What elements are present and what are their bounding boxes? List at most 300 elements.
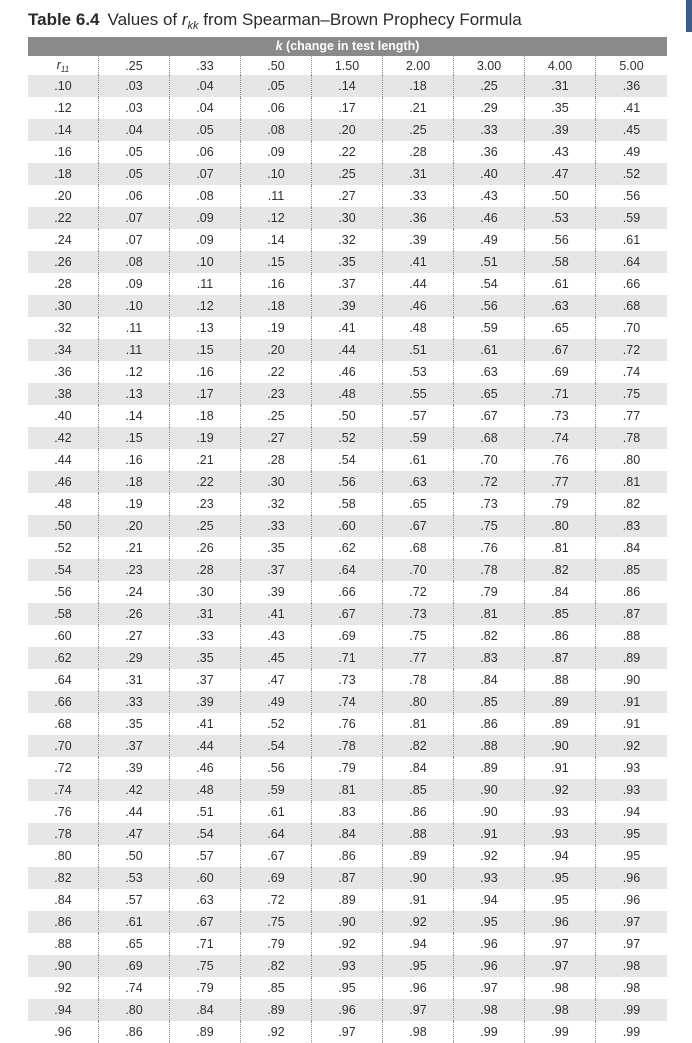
table-cell: .37 xyxy=(170,669,241,691)
column-header: .50 xyxy=(241,56,312,75)
table-cell: .71 xyxy=(170,933,241,955)
table-cell: .65 xyxy=(99,933,170,955)
table-row xyxy=(28,999,667,1021)
table-cell: .90 xyxy=(312,911,383,933)
table-cell: .15 xyxy=(241,251,312,273)
table-cell: .93 xyxy=(312,955,383,977)
table-cell: .03 xyxy=(99,97,170,119)
table-cell: .69 xyxy=(241,867,312,889)
table-cell: .75 xyxy=(383,625,454,647)
table-cell: .91 xyxy=(622,717,641,731)
table-cell: .69 xyxy=(525,361,596,383)
row-header-cell: .12 xyxy=(28,97,99,119)
row-header-cell: .68 xyxy=(28,713,99,735)
table-cell: .77 xyxy=(622,409,641,423)
table-cell: .81 xyxy=(312,779,383,801)
row-header-cell: .42 xyxy=(28,427,99,449)
row-header-cell: .56 xyxy=(28,581,99,603)
table-cell: .30 xyxy=(241,471,312,493)
row-header-cell: .78 xyxy=(28,823,99,845)
first-column-symbol: r xyxy=(56,57,61,72)
table-row xyxy=(28,603,667,625)
table-cell: .52 xyxy=(312,427,383,449)
table-cell: .90 xyxy=(383,867,454,889)
table-cell: .78 xyxy=(383,669,454,691)
table-cell: .59 xyxy=(241,779,312,801)
table-cell: .97 xyxy=(312,1021,383,1043)
table-cell: .42 xyxy=(99,779,170,801)
table-caption xyxy=(28,8,522,32)
table-cell: .35 xyxy=(99,713,170,735)
table-cell: .69 xyxy=(312,625,383,647)
table-cell: .11 xyxy=(170,273,241,295)
table-cell: .20 xyxy=(99,515,170,537)
table-cell: .21 xyxy=(170,449,241,471)
table-cell: .54 xyxy=(312,449,383,471)
table-cell: .94 xyxy=(622,805,641,819)
table-row xyxy=(28,361,667,383)
column-header: .33 xyxy=(170,56,241,75)
table-cell: .60 xyxy=(170,867,241,889)
table-cell: .50 xyxy=(312,405,383,427)
table-cell: .62 xyxy=(312,537,383,559)
table-cell: .87 xyxy=(622,607,641,621)
table-cell: .67 xyxy=(312,603,383,625)
table-cell: .57 xyxy=(383,405,454,427)
table-cell: .13 xyxy=(99,383,170,405)
table-cell: .92 xyxy=(312,933,383,955)
table-cell: .50 xyxy=(525,185,596,207)
table-cell: .96 xyxy=(622,871,641,885)
table-cell: .51 xyxy=(170,801,241,823)
table-row xyxy=(28,801,667,823)
table-cell: .86 xyxy=(622,585,641,599)
table-cell: .20 xyxy=(312,119,383,141)
table-cell: .44 xyxy=(99,801,170,823)
table-cell: .81 xyxy=(454,603,525,625)
table-cell: .61 xyxy=(454,339,525,361)
table-cell: .80 xyxy=(622,453,641,467)
table-cell: .06 xyxy=(99,185,170,207)
table-cell: .45 xyxy=(622,123,641,137)
table-cell: .87 xyxy=(525,647,596,669)
table-cell: .93 xyxy=(525,823,596,845)
table-cell: .68 xyxy=(454,427,525,449)
table-cell: .18 xyxy=(99,471,170,493)
table-cell: .29 xyxy=(99,647,170,669)
table-cell: .56 xyxy=(525,229,596,251)
table-cell: .83 xyxy=(454,647,525,669)
table-cell: .93 xyxy=(454,867,525,889)
table-cell: .12 xyxy=(99,361,170,383)
table-cell: .72 xyxy=(454,471,525,493)
table-cell: .95 xyxy=(312,977,383,999)
table-cell: .87 xyxy=(312,867,383,889)
column-header: 4.00 xyxy=(525,56,596,75)
table-row xyxy=(28,647,667,669)
table-cell: .39 xyxy=(525,119,596,141)
table-cell: .52 xyxy=(241,713,312,735)
table-cell: .98 xyxy=(525,977,596,999)
table-cell: .85 xyxy=(383,779,454,801)
row-header-cell: .64 xyxy=(28,669,99,691)
table-cell: .94 xyxy=(454,889,525,911)
table-cell: .91 xyxy=(383,889,454,911)
table-cell: .64 xyxy=(622,255,641,269)
table-cell: .54 xyxy=(454,273,525,295)
table-cell: .76 xyxy=(525,449,596,471)
table-cell: .61 xyxy=(241,801,312,823)
table-row xyxy=(28,845,667,867)
band-note: (change in test length) xyxy=(286,39,420,53)
table-cell: .11 xyxy=(99,317,170,339)
table-cell: .59 xyxy=(454,317,525,339)
table-cell: .49 xyxy=(454,229,525,251)
table-cell: .84 xyxy=(525,581,596,603)
table-cell: .98 xyxy=(622,959,641,973)
row-header-cell: .32 xyxy=(28,317,99,339)
table-cell: .03 xyxy=(99,75,170,97)
table-cell: .06 xyxy=(170,141,241,163)
table-cell: .33 xyxy=(383,185,454,207)
row-header-cell: .86 xyxy=(28,911,99,933)
first-column-header xyxy=(28,56,99,75)
table-cell: .65 xyxy=(525,317,596,339)
table-cell: .75 xyxy=(622,387,641,401)
table-cell: .82 xyxy=(241,955,312,977)
table-cell: .10 xyxy=(99,295,170,317)
table-cell: .92 xyxy=(525,779,596,801)
table-cell: .23 xyxy=(99,559,170,581)
row-header-cell: .52 xyxy=(28,537,99,559)
table-cell: .82 xyxy=(454,625,525,647)
table-cell: .68 xyxy=(383,537,454,559)
table-cell: .98 xyxy=(383,1021,454,1043)
table-cell: .54 xyxy=(170,823,241,845)
table-cell: .37 xyxy=(99,735,170,757)
row-header-cell: .24 xyxy=(28,229,99,251)
table-cell: .41 xyxy=(170,713,241,735)
row-header-cell: .26 xyxy=(28,251,99,273)
table-cell: .83 xyxy=(312,801,383,823)
column-header: 5.00 xyxy=(619,58,644,73)
table-cell: .77 xyxy=(525,471,596,493)
table-cell: .79 xyxy=(170,977,241,999)
table-cell: .96 xyxy=(312,999,383,1021)
table-cell: .35 xyxy=(312,251,383,273)
table-cell: .08 xyxy=(170,185,241,207)
table-cell: .28 xyxy=(383,141,454,163)
table-row xyxy=(28,669,667,691)
table-cell: .97 xyxy=(622,937,641,951)
table-cell: .83 xyxy=(622,519,641,533)
row-header-cell: .48 xyxy=(28,493,99,515)
table-row xyxy=(28,75,667,97)
table-cell: .90 xyxy=(454,801,525,823)
row-header-cell: .70 xyxy=(28,735,99,757)
table-cell: .39 xyxy=(383,229,454,251)
table-cell: .67 xyxy=(525,339,596,361)
table-cell: .49 xyxy=(622,145,641,159)
table-cell: .68 xyxy=(622,299,641,313)
table-cell: .69 xyxy=(99,955,170,977)
table-cell: .92 xyxy=(241,1021,312,1043)
table-cell: .67 xyxy=(383,515,454,537)
table-cell: .73 xyxy=(525,405,596,427)
table-row xyxy=(28,471,667,493)
table-row xyxy=(28,207,667,229)
table-cell: .79 xyxy=(454,581,525,603)
table-cell: .75 xyxy=(454,515,525,537)
table-cell: .48 xyxy=(170,779,241,801)
table-row xyxy=(28,933,667,955)
row-header-cell: .72 xyxy=(28,757,99,779)
table-cell: .89 xyxy=(525,713,596,735)
row-header-cell: .22 xyxy=(28,207,99,229)
table-cell: .85 xyxy=(525,603,596,625)
table-row xyxy=(28,955,667,977)
table-row xyxy=(28,713,667,735)
table-cell: .40 xyxy=(454,163,525,185)
table-row xyxy=(28,735,667,757)
table-cell: .05 xyxy=(241,75,312,97)
table-cell: .95 xyxy=(454,911,525,933)
table-cell: .50 xyxy=(99,845,170,867)
table-cell: .73 xyxy=(312,669,383,691)
row-header-cell: .18 xyxy=(28,163,99,185)
table-cell: .66 xyxy=(312,581,383,603)
table-cell: .09 xyxy=(241,141,312,163)
table-cell: .36 xyxy=(383,207,454,229)
band-k-symbol: k xyxy=(275,39,283,53)
table-cell: .97 xyxy=(622,915,641,929)
table-cell: .61 xyxy=(525,273,596,295)
table-cell: .91 xyxy=(622,695,641,709)
table-cell: .45 xyxy=(241,647,312,669)
table-row xyxy=(28,317,667,339)
table-cell: .99 xyxy=(454,1021,525,1043)
row-header-cell: .90 xyxy=(28,955,99,977)
table-cell: .56 xyxy=(241,757,312,779)
table-cell: .97 xyxy=(525,933,596,955)
table-cell: .81 xyxy=(383,713,454,735)
table-cell: .33 xyxy=(99,691,170,713)
table-cell: .58 xyxy=(312,493,383,515)
table-cell: .33 xyxy=(170,625,241,647)
table-cell: .44 xyxy=(312,339,383,361)
table-cell: .96 xyxy=(383,977,454,999)
table-cell: .08 xyxy=(99,251,170,273)
table-cell: .97 xyxy=(383,999,454,1021)
table-cell: .52 xyxy=(622,167,641,181)
row-header-cell: .50 xyxy=(28,515,99,537)
table-cell: .59 xyxy=(622,211,641,225)
table-cell: .95 xyxy=(525,889,596,911)
row-header-cell: .82 xyxy=(28,867,99,889)
table-cell: .80 xyxy=(383,691,454,713)
row-header-cell: .74 xyxy=(28,779,99,801)
table-cell: .97 xyxy=(525,955,596,977)
table-cell: .26 xyxy=(99,603,170,625)
table-cell: .88 xyxy=(622,629,641,643)
caption-symbol: $r_{kk}$ xyxy=(181,10,199,32)
table-cell: .43 xyxy=(241,625,312,647)
table-cell: .72 xyxy=(383,581,454,603)
table-cell: .04 xyxy=(99,119,170,141)
table-cell: .22 xyxy=(241,361,312,383)
row-header-cell: .46 xyxy=(28,471,99,493)
table-row xyxy=(28,911,667,933)
table-cell: .95 xyxy=(622,827,641,841)
table-cell: .86 xyxy=(312,845,383,867)
table-cell: .71 xyxy=(525,383,596,405)
table-cell: .93 xyxy=(622,783,641,797)
table-cell: .31 xyxy=(383,163,454,185)
table-cell: .31 xyxy=(99,669,170,691)
table-cell: .47 xyxy=(525,163,596,185)
row-header-cell: .94 xyxy=(28,999,99,1021)
table-cell: .64 xyxy=(312,559,383,581)
table-cell: .07 xyxy=(170,163,241,185)
row-header-cell: .20 xyxy=(28,185,99,207)
table-row xyxy=(28,779,667,801)
table-cell: .89 xyxy=(525,691,596,713)
table-cell: .96 xyxy=(454,933,525,955)
table-cell: .85 xyxy=(241,977,312,999)
spearman-brown-table xyxy=(28,37,667,1043)
table-cell: .90 xyxy=(525,735,596,757)
row-header-cell: .44 xyxy=(28,449,99,471)
table-cell: .27 xyxy=(99,625,170,647)
table-cell: .84 xyxy=(170,999,241,1021)
table-cell: .20 xyxy=(241,339,312,361)
row-header-cell: .96 xyxy=(28,1021,99,1043)
table-cell: .08 xyxy=(241,119,312,141)
table-cell: .43 xyxy=(525,141,596,163)
table-body xyxy=(28,75,667,1043)
table-cell: .89 xyxy=(241,999,312,1021)
table-cell: .86 xyxy=(383,801,454,823)
table-cell: .94 xyxy=(383,933,454,955)
table-row xyxy=(28,493,667,515)
table-cell: .75 xyxy=(241,911,312,933)
table-cell: .51 xyxy=(454,251,525,273)
table-row xyxy=(28,515,667,537)
table-cell: .47 xyxy=(99,823,170,845)
table-cell: .33 xyxy=(454,119,525,141)
table-cell: .36 xyxy=(454,141,525,163)
table-cell: .81 xyxy=(622,475,641,489)
table-row xyxy=(28,559,667,581)
table-cell: .95 xyxy=(383,955,454,977)
table-cell: .11 xyxy=(99,339,170,361)
table-cell: .12 xyxy=(170,295,241,317)
first-column-subscript: 11 xyxy=(60,64,70,74)
table-cell: .88 xyxy=(383,823,454,845)
table-cell: .39 xyxy=(99,757,170,779)
table-cell: .26 xyxy=(170,537,241,559)
table-cell: .89 xyxy=(312,889,383,911)
table-cell: .98 xyxy=(525,999,596,1021)
table-cell: .19 xyxy=(241,317,312,339)
table-cell: .31 xyxy=(525,75,596,97)
table-cell: .46 xyxy=(312,361,383,383)
table-cell: .86 xyxy=(99,1021,170,1043)
table-cell: .16 xyxy=(99,449,170,471)
table-cell: .23 xyxy=(170,493,241,515)
table-cell: .80 xyxy=(99,999,170,1021)
row-header-cell: .62 xyxy=(28,647,99,669)
table-cell: .27 xyxy=(312,185,383,207)
table-cell: .35 xyxy=(241,537,312,559)
table-cell: .39 xyxy=(241,581,312,603)
table-cell: .22 xyxy=(312,141,383,163)
table-cell: .63 xyxy=(383,471,454,493)
column-header: 2.00 xyxy=(383,56,454,75)
table-row xyxy=(28,405,667,427)
table-cell: .99 xyxy=(525,1021,596,1043)
table-cell: .92 xyxy=(454,845,525,867)
table-cell: .19 xyxy=(99,493,170,515)
column-header: 3.00 xyxy=(454,56,525,75)
table-row xyxy=(28,1021,667,1043)
table-cell: .63 xyxy=(170,889,241,911)
table-cell: .15 xyxy=(99,427,170,449)
table-row xyxy=(28,691,667,713)
table-cell: .89 xyxy=(622,651,641,665)
table-cell: .39 xyxy=(312,295,383,317)
table-row xyxy=(28,163,667,185)
table-cell: .67 xyxy=(170,911,241,933)
table-cell: .85 xyxy=(622,563,641,577)
table-cell: .53 xyxy=(383,361,454,383)
table-cell: .30 xyxy=(312,207,383,229)
table-cell: .82 xyxy=(525,559,596,581)
table-cell: .48 xyxy=(383,317,454,339)
row-header-cell: .58 xyxy=(28,603,99,625)
table-cell: .63 xyxy=(454,361,525,383)
row-header-cell: .40 xyxy=(28,405,99,427)
table-cell: .74 xyxy=(99,977,170,999)
table-cell: .06 xyxy=(241,97,312,119)
table-row xyxy=(28,273,667,295)
table-cell: .75 xyxy=(170,955,241,977)
caption-symbol-subscript: kk xyxy=(187,20,199,32)
table-cell: .46 xyxy=(454,207,525,229)
table-row xyxy=(28,757,667,779)
table-cell: .70 xyxy=(622,321,641,335)
table-cell: .25 xyxy=(454,75,525,97)
table-cell: .92 xyxy=(383,911,454,933)
table-row xyxy=(28,229,667,251)
table-cell: .65 xyxy=(383,493,454,515)
table-cell: .65 xyxy=(454,383,525,405)
row-header-cell: .36 xyxy=(28,361,99,383)
table-cell: .17 xyxy=(312,97,383,119)
caption-text-before: Values of xyxy=(107,10,178,29)
table-cell: .60 xyxy=(312,515,383,537)
table-cell: .49 xyxy=(241,691,312,713)
table-cell: .23 xyxy=(241,383,312,405)
table-cell: .53 xyxy=(99,867,170,889)
table-cell: .86 xyxy=(525,625,596,647)
table-row xyxy=(28,867,667,889)
table-row xyxy=(28,427,667,449)
table-cell: .61 xyxy=(622,233,641,247)
table-row xyxy=(28,449,667,471)
table-cell: .91 xyxy=(525,757,596,779)
table-row xyxy=(28,537,667,559)
